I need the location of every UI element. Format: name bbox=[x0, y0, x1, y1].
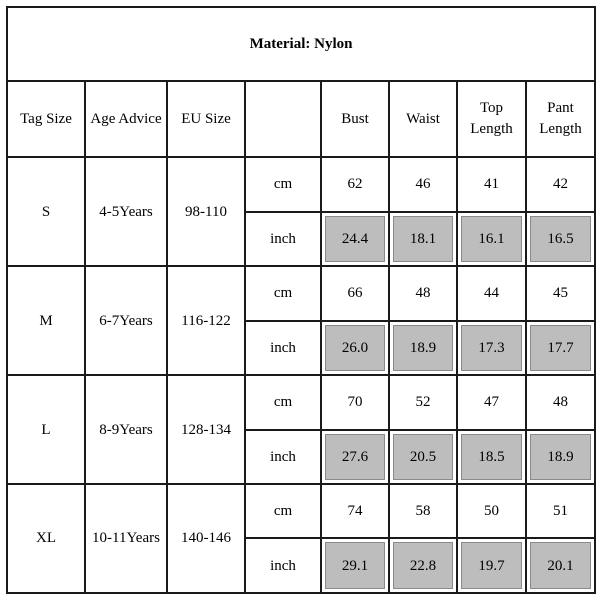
unit-cell: cm bbox=[245, 157, 321, 211]
header-top-length bbox=[457, 81, 526, 157]
bust-cm-cell: 66 bbox=[321, 266, 389, 320]
top-length-inch-cell bbox=[457, 212, 526, 266]
bust-cm-cell: 74 bbox=[321, 484, 389, 538]
top-length-inch-value: 19.7 bbox=[478, 557, 505, 574]
pant-length-cm-cell: 48 bbox=[526, 375, 595, 429]
bust-cm-cell: 62 bbox=[321, 157, 389, 211]
top-length-cm-cell: 41 bbox=[457, 157, 526, 211]
header-bust: Bust bbox=[321, 81, 389, 157]
age-advice-cell: 4-5Years bbox=[85, 157, 167, 266]
age-advice-cell: 10-11Years bbox=[85, 484, 167, 593]
header-row bbox=[7, 81, 595, 157]
pant-length-inch-value: 16.5 bbox=[547, 230, 574, 247]
pant-length-cm-cell: 42 bbox=[526, 157, 595, 211]
top-length-inch-value: 17.3 bbox=[478, 339, 505, 356]
header-top-length-line2: Length bbox=[470, 121, 513, 138]
bust-inch-value: 24.4 bbox=[341, 230, 369, 247]
waist-inch-cell bbox=[389, 430, 457, 484]
waist-cm-cell: 52 bbox=[389, 375, 457, 429]
bust-inch-value: 27.6 bbox=[341, 448, 369, 465]
pant-length-inch-value: 18.9 bbox=[547, 448, 574, 465]
tag-size-cell: S bbox=[7, 157, 85, 266]
header-eu-size: EU Size bbox=[167, 81, 245, 157]
header-tag-size: Tag Size bbox=[7, 81, 85, 157]
tag-size-cell: M bbox=[7, 266, 85, 375]
waist-inch-cell bbox=[389, 321, 457, 375]
eu-size-cell: 128-134 bbox=[167, 375, 245, 484]
unit-cell: cm bbox=[245, 484, 321, 538]
unit-cell: inch bbox=[245, 430, 321, 484]
eu-size-cell: 116-122 bbox=[167, 266, 245, 375]
waist-inch-value: 22.8 bbox=[409, 557, 437, 574]
eu-size-cell: 98-110 bbox=[167, 157, 245, 266]
header-top-length-line1: Top bbox=[479, 100, 504, 117]
waist-cm-cell: 48 bbox=[389, 266, 457, 320]
waist-cm-cell: 46 bbox=[389, 157, 457, 211]
header-pant-length bbox=[526, 81, 595, 157]
title-row bbox=[7, 7, 595, 81]
header-pant-length-line2: Length bbox=[539, 121, 582, 138]
waist-inch-value: 20.5 bbox=[409, 448, 437, 465]
pant-length-inch-cell bbox=[526, 430, 595, 484]
unit-cell: cm bbox=[245, 375, 321, 429]
material-title: Material: Nylon bbox=[7, 7, 595, 81]
eu-size-cell: 140-146 bbox=[167, 484, 245, 593]
table-row bbox=[7, 157, 595, 211]
top-length-inch-value: 16.1 bbox=[478, 230, 505, 247]
bust-inch-cell bbox=[321, 212, 389, 266]
age-advice-cell: 6-7Years bbox=[85, 266, 167, 375]
waist-cm-cell: 58 bbox=[389, 484, 457, 538]
pant-length-inch-cell bbox=[526, 212, 595, 266]
tag-size-cell: XL bbox=[7, 484, 85, 593]
unit-cell: inch bbox=[245, 212, 321, 266]
bust-inch-value: 29.1 bbox=[341, 557, 369, 574]
waist-inch-value: 18.9 bbox=[409, 339, 437, 356]
pant-length-cm-cell: 45 bbox=[526, 266, 595, 320]
pant-length-inch-cell bbox=[526, 321, 595, 375]
header-waist: Waist bbox=[389, 81, 457, 157]
bust-cm-cell: 70 bbox=[321, 375, 389, 429]
waist-inch-value: 18.1 bbox=[409, 230, 437, 247]
header-unit bbox=[245, 81, 321, 157]
pant-length-inch-value: 20.1 bbox=[547, 557, 574, 574]
waist-inch-cell bbox=[389, 212, 457, 266]
unit-cell: inch bbox=[245, 321, 321, 375]
top-length-inch-cell bbox=[457, 430, 526, 484]
bust-inch-cell bbox=[321, 430, 389, 484]
header-pant-length-line1: Pant bbox=[547, 100, 574, 117]
top-length-cm-cell: 47 bbox=[457, 375, 526, 429]
top-length-cm-cell: 50 bbox=[457, 484, 526, 538]
unit-cell: cm bbox=[245, 266, 321, 320]
tag-size-cell: L bbox=[7, 375, 85, 484]
size-chart-table bbox=[6, 6, 596, 594]
pant-length-cm-cell: 51 bbox=[526, 484, 595, 538]
header-age-advice: Age Advice bbox=[85, 81, 167, 157]
top-length-inch-cell bbox=[457, 538, 526, 593]
unit-cell: inch bbox=[245, 538, 321, 593]
table-row bbox=[7, 375, 595, 429]
top-length-inch-value: 18.5 bbox=[478, 448, 505, 465]
age-advice-cell: 8-9Years bbox=[85, 375, 167, 484]
top-length-inch-cell bbox=[457, 321, 526, 375]
table-row bbox=[7, 266, 595, 320]
top-length-cm-cell: 44 bbox=[457, 266, 526, 320]
waist-inch-cell bbox=[389, 538, 457, 593]
table-row bbox=[7, 484, 595, 538]
bust-inch-cell bbox=[321, 321, 389, 375]
pant-length-inch-cell bbox=[526, 538, 595, 593]
bust-inch-cell bbox=[321, 538, 389, 593]
bust-inch-value: 26.0 bbox=[341, 339, 369, 356]
pant-length-inch-value: 17.7 bbox=[547, 339, 574, 356]
